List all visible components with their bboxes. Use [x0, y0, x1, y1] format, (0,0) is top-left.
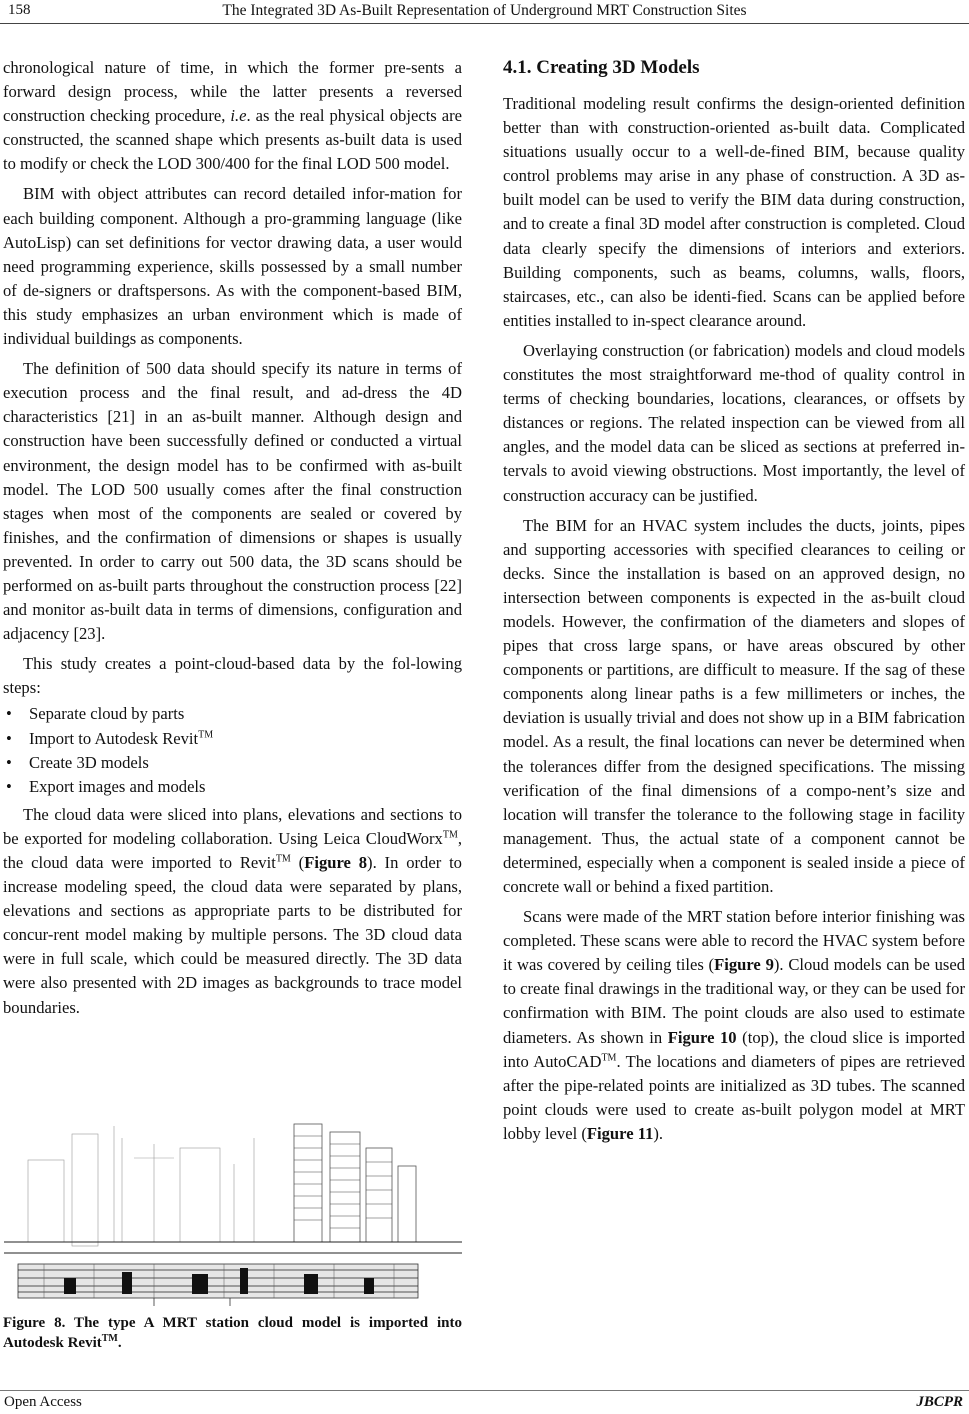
paragraph: chronological nature of time, in which the former pre-sents a forward design process, while the latter presents a reversed construction checking procedure, i.e. as the real physical objects are constructed, the scanned shape which presents as-built data is used to modify or check the LOD 300/400 for the final LOD 500 model. — [3, 58, 462, 174]
point-cloud-figure — [4, 1118, 462, 1313]
header-rule — [0, 23, 969, 24]
section-heading: 4.1. Creating 3D Models — [503, 57, 700, 78]
running-title: The Integrated 3D As-Built Representation of Underground MRT Construction Sites — [222, 2, 747, 19]
page-header — [0, 0, 969, 22]
bullet-icon: • — [6, 728, 12, 748]
left-column — [3, 56, 462, 1026]
cloud-model-image — [4, 1118, 462, 1313]
paragraph: The cloud data were sliced into plans, elevations and sections to be exported for modeling collaboration. Using Leica CloudWorx™, the cloud data were imported to Revit™ (Figure 8). In order to increase modeling speed, the cloud data were separated by plans, elevations and sections as appropriate parts to be distributed for concur-rent model making by multiple persons. The 3D cloud data were in full scale, which could be measured directly. The 3D data were also presented with 2D images as backgrounds to trace model boundaries. — [3, 804, 462, 1017]
paragraph: The definition of 500 data should specify its nature in terms of execution process and the final result, and ad-dress the 4D characteristics [21] in an as-built manner. Although design and construction have been successfully defined or conducted a virtual environment, the design model has to be confirmed with as-built model. The LOD 500 usually comes after the final construction stages when most of the components are sealed or covered by finishes, and the confirmation of dimensions or shapes is usually prevented. In order to carry out 500 data, the 3D scans should be performed on as-built parts throughout the construction process [22] and monitor as-built data in terms of dimensions, configuration and adjacency [23]. — [3, 359, 462, 644]
page-number: 158 — [8, 2, 31, 18]
list-item: • Import to Autodesk Revit™ — [3, 727, 462, 751]
open-access-label: Open Access — [4, 1394, 82, 1410]
paragraph: Overlaying construction (or fabrication) models and cloud models constitutes the most straightforward me-thod of quality control in terms of checking boundaries, locations, clearances, or offsets by distances or regions. The related inspection can be viewed from all angles, and the model data can be sliced as sections at preferred in-tervals to avoid viewing obstructions. Most importantly, the level of construction accuracy can be justified. — [503, 340, 965, 505]
paragraph: The BIM for an HVAC system includes the ducts, joints, pipes and supporting accessories with specified clearances to ceiling or decks. Since the installation is based on an approved design, no intersection between components is expected in the as-built cloud models. However, the confirmation of the diameters and slopes of pipes that cross large spans, or have areas obscured by other components or partitions, are difficult to measure. If the sag of these components along linear paths is a few millimeters or inches, the deviation is usually trivial and does not show up in a BIM fabrication model. As a result, the final locations can never be determined when the tolerances differ from the designed specifications. The missing verification of the final dimensions of a compo-nent’s size and location will transfer the tolerance to the following stage in facility management. Thus, the actual state of a component cannot be determined, especially when a component is sealed inside a piece of concrete wall or behind a fixed partition. — [503, 515, 965, 896]
page-footer — [0, 1394, 969, 1414]
steps-list — [3, 702, 462, 798]
bullet-icon: • — [6, 776, 12, 796]
bullet-icon: • — [6, 704, 12, 724]
list-item: • Export images and models — [3, 775, 462, 799]
footer-rule — [0, 1390, 969, 1391]
figure-caption: Figure 8. The type A MRT station cloud model is imported into Autodesk Revit™. — [3, 1315, 462, 1351]
list-item: • Create 3D models — [3, 751, 462, 775]
bullet-icon: • — [6, 752, 12, 772]
right-column — [503, 56, 965, 1152]
list-item: • Separate cloud by parts — [3, 702, 462, 726]
journal-abbreviation: JBCPR — [916, 1394, 963, 1410]
paragraph: BIM with object attributes can record detailed infor-mation for each building component. Although a pro-gramming language (like AutoLisp) can set definitions for vector drawing data, a user would need programming experience, skills possessed by a small number of de-signers or draftspersons. As with the component-based BIM, this study emphasizes an urban environment which is made of individual buildings as components. — [3, 184, 462, 349]
paragraph: This study creates a point-cloud-based data by the fol-lowing steps: — [3, 654, 462, 698]
paragraph: Traditional modeling result confirms the design-oriented definition better than with construction-oriented as-built data. Complicated situations usually occur to a well-de-fined BIM, because quality control problems may arise in any phase of construction. A 3D as-built model can be used to verify the BIM data during construction, and to create a final 3D model after construction is completed. Cloud data clearly specify the dimensions of interiors and exteriors. Building components, such as beams, columns, walls, floors, staircases, etc., can also be identi-fied. Scans can be applied before entities installed to in-spect clearance around. — [503, 94, 965, 330]
paragraph: Scans were made of the MRT station before interior finishing was completed. These scans were able to record the HVAC system before it was covered by ceiling tiles (Figure 9). Cloud models can be used to create final drawings in the traditional way, or they can be used for confirmation with BIM. The point clouds are also used to estimate diameters. As shown in Figure 10 (top), the cloud slice is imported into AutoCAD™. The locations and diameters of pipes are retrieved after the pipe-related points are initialized as 3D tubes. The scanned point clouds were used to create as-built polygon model at MRT lobby level (Figure 11). — [503, 907, 966, 1143]
